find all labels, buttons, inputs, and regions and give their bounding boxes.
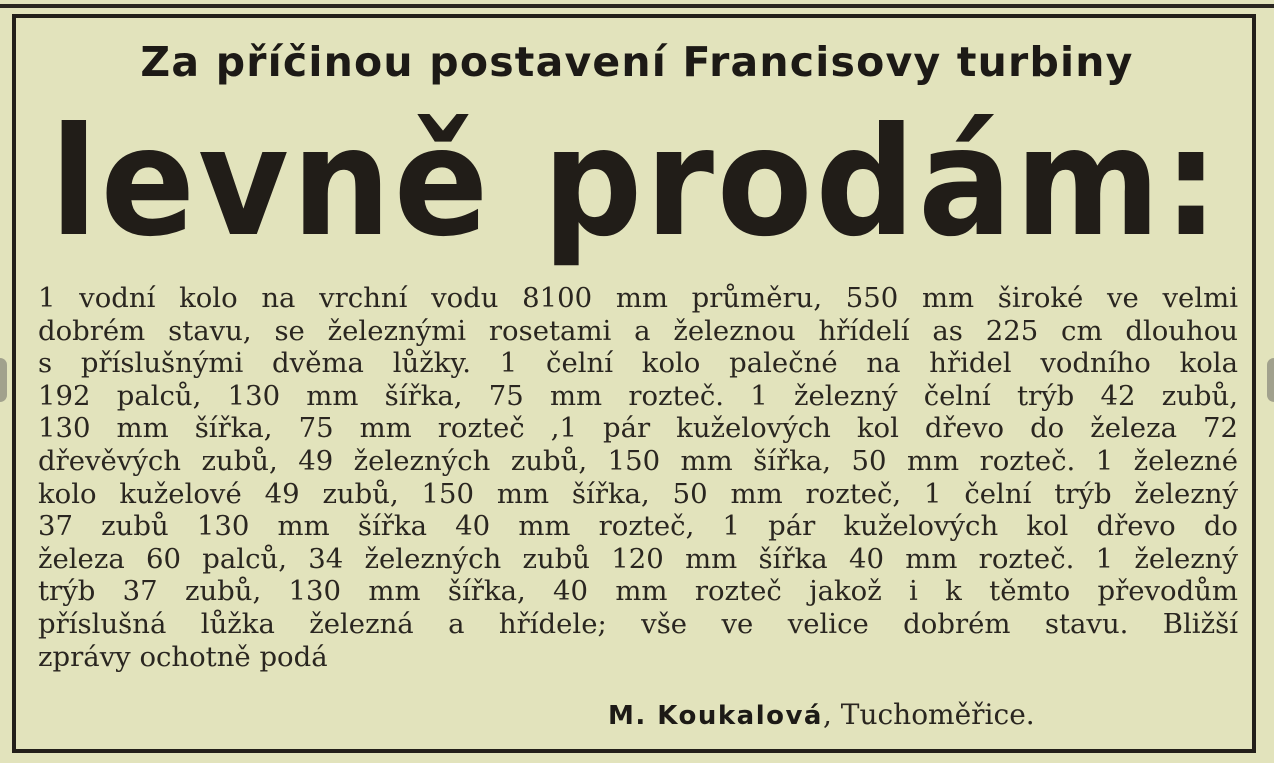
body-line: 192 palců, 130 mm šířka, 75 mm rozteč. 1 železný čelní trýb 42 zubů, [38,379,1238,412]
body-line: zprávy ochotně podá [38,640,328,673]
body-line: dřevěvých zubů, 49 železných zubů, 150 mm šířka, 50 mm rozteč. 1 železné [38,444,1238,477]
top-rule [0,4,1274,8]
signature-place: , Tuchoměřice. [822,698,1035,731]
body-line: 1 vodní kolo na vrchní vodu 8100 mm průměru, 550 mm široké ve velmi [38,282,1238,314]
next-page-handle[interactable] [1267,358,1274,402]
body-line: 37 zubů 130 mm šířka 40 mm rozteč, 1 pár kuželových kol dřevo do [38,510,1238,543]
body-line: železa 60 palců, 34 železných zubů 120 mm šířka 40 mm rozteč. 1 železný [38,542,1238,575]
body-line: 130 mm šířka, 75 mm rozteč ,1 pár kuželových kol dřevo do železa 72 [38,412,1238,445]
signature-name: M. Koukalová [608,701,823,731]
ad-body [38,282,1238,673]
body-line: kolo kuželové 49 zubů, 150 mm šířka, 50 mm rozteč, 1 čelní trýb železný [38,477,1238,510]
signature [608,698,1035,731]
body-line: dobrém stavu, se železnými rosetami a železnou hřídelí as 225 cm dlouhou [38,314,1238,347]
body-line: příslušná lůžka železná a hřídele; vše ve velice dobrém stavu. Bližší [38,607,1238,640]
body-line: trýb 37 zubů, 130 mm šířka, 40 mm rozteč jakož i k těmto převodům [38,575,1238,608]
previous-page-handle[interactable] [0,358,7,402]
body-line: s příslušnými dvěma lůžky. 1 čelní kolo palečné na hřidel vodního kola [38,347,1238,380]
ad-headline: Za příčinou postavení Francisovy turbiny [140,38,1134,86]
ad-title: levně prodám: [49,96,1222,270]
